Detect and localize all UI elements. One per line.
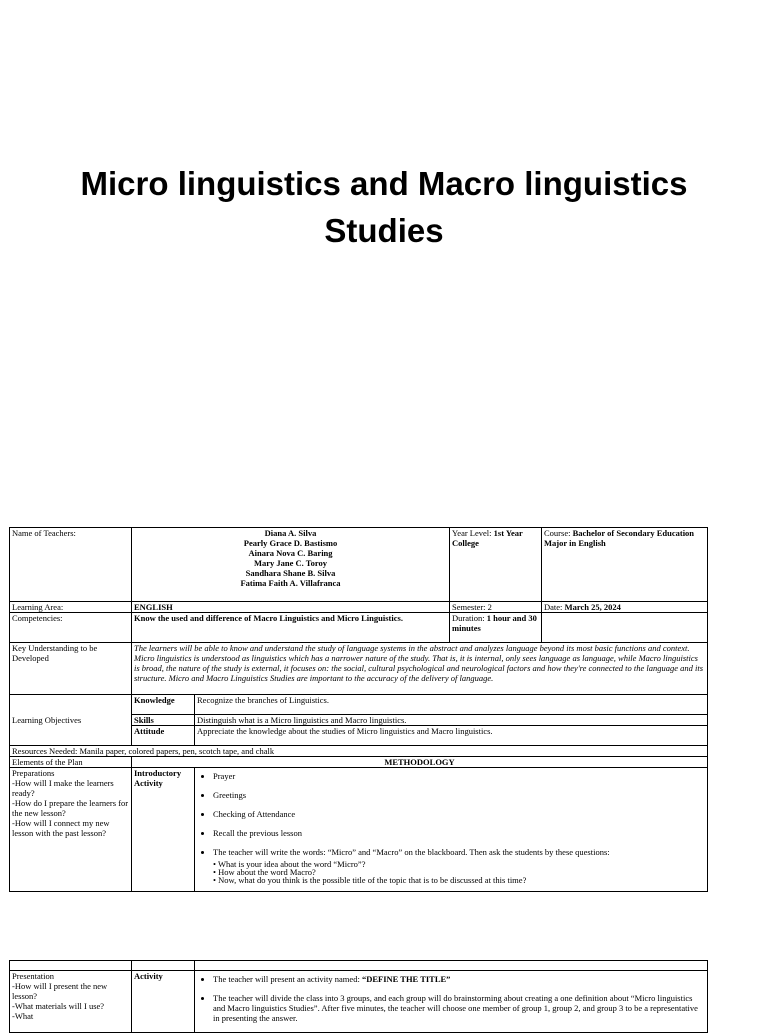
year-level-label: Year Level: <box>452 528 492 538</box>
methodology-header: METHODOLOGY <box>132 757 708 768</box>
introductory-activity-label: Introductory Activity <box>132 768 195 892</box>
activity-list <box>197 974 705 1023</box>
learning-area-value: ENGLISH <box>132 602 450 613</box>
teacher-name: Diana A. Silva <box>264 528 317 538</box>
attitude-label: Attitude <box>132 726 195 746</box>
intro-list <box>197 771 705 857</box>
lesson-plan-table-continued <box>9 960 708 1033</box>
resources-needed: Resources Needed: Manila paper, colored papers, pen, scotch tape, and chalk <box>10 746 708 757</box>
document-title <box>0 160 768 254</box>
blank-cell <box>132 961 195 971</box>
prep-line: -How will I make the learners ready? <box>12 778 114 798</box>
intro-questions <box>213 860 705 884</box>
duration-label: Duration: <box>452 613 485 623</box>
list-item: • Checking of Attendance <box>213 809 705 819</box>
duration-value: 1 hour and 30 minutes <box>452 613 537 633</box>
date-label: Date: <box>544 602 563 612</box>
activity-cell <box>195 971 708 1033</box>
teachers-label: Name of Teachers: <box>10 528 132 602</box>
teacher-name: Ainara Nova C. Baring <box>248 548 333 558</box>
activity-text: The teacher will present an activity named: <box>213 974 362 984</box>
course-cell <box>542 528 708 602</box>
teachers-list <box>132 528 450 602</box>
year-level-cell <box>450 528 542 602</box>
learning-objectives-label: Learning Objectives <box>10 695 132 746</box>
blank-cell <box>10 961 132 971</box>
prep-line: -How do I prepare the learners for the new lesson? <box>12 798 129 818</box>
course-label: Course: <box>544 528 571 538</box>
activity-label: Activity <box>132 971 195 1033</box>
teacher-name: Sandhara Shane B. Silva <box>245 568 336 578</box>
knowledge-label: Knowledge <box>132 695 195 715</box>
knowledge-value: Recognize the branches of Linguistics. <box>195 695 708 715</box>
introductory-activity-cell <box>195 768 708 892</box>
year-level-value: 1st Year College <box>452 528 523 548</box>
preparations-cell <box>10 768 132 892</box>
course-value: Bachelor of Secondary Education Major in English <box>544 528 695 548</box>
date-value: March 25, 2024 <box>564 602 621 612</box>
list-item <box>213 974 705 984</box>
competencies-label: Competencies: <box>10 613 132 643</box>
teacher-name: Mary Jane C. Toroy <box>253 558 328 568</box>
list-item: • The teacher will divide the class into 3 groups, and each group will do brainstorming about creating a one definition about “Micro linguistics and Macro linguistics Studies”. After five minutes, the teacher will choose one member of group 1, group 2, and group 3 to be a representative in presenting the answer. <box>213 993 705 1023</box>
question-item: • What is your idea about the word “Micro”? <box>213 859 366 869</box>
semester: Semester: 2 <box>450 602 542 613</box>
key-understanding-text: The learners will be able to know and understand the study of language systems in the abstract and analyzes language beyond its most basic functions and context. Micro linguistics is understood as linguistics which has a narrower nature of the study. That is, it is internal, only sees language as language, while Macro linguistics is broad, the nature of the study is external, it focuses on: the social, cultural psychological and neurological factors and how they're connected to the language and its structure. Micro and Macro Linguistics Studies are important to the accuracy of the delivery of language. <box>132 643 708 695</box>
list-item: • The teacher will write the words: “Micro” and “Macro” on the blackboard. Then ask the students by these questions: <box>213 847 705 857</box>
list-item: • Greetings <box>213 790 705 800</box>
key-understanding-label: Key Understanding to be Developed <box>10 643 132 695</box>
question-item: • How about the word Macro? <box>213 867 316 877</box>
skills-label: Skills <box>132 715 195 726</box>
title-line-1: Micro linguistics and Macro linguistics <box>80 165 688 202</box>
lesson-plan-table <box>9 527 708 892</box>
duration-cell <box>450 613 542 643</box>
activity-name: “DEFINE THE TITLE” <box>361 974 451 984</box>
pres-line: -What materials will I use? <box>12 1001 105 1011</box>
attitude-value: Appreciate the knowledge about the studies of Micro linguistics and Macro linguistics. <box>195 726 708 746</box>
presentation-cell <box>10 971 132 1033</box>
list-item: • Recall the previous lesson <box>213 828 705 838</box>
elements-label: Elements of the Plan <box>10 757 132 768</box>
learning-area-label: Learning Area: <box>10 602 132 613</box>
prep-line: -How will I connect my new lesson with the past lesson? <box>12 818 110 838</box>
pres-line: -How will I present the new lesson? <box>12 981 108 1001</box>
pres-line: -What <box>12 1011 34 1021</box>
title-line-2: Studies <box>324 212 444 249</box>
question-item: • Now, what do you think is the possible title of the topic that is to be discussed at this time? <box>213 875 527 885</box>
skills-value: Distinguish what is a Micro linguistics and Macro linguistics. <box>195 715 708 726</box>
date-cell <box>542 602 708 613</box>
competencies-value: Know the used and difference of Macro Linguistics and Micro Linguistics. <box>132 613 450 643</box>
teacher-name: Pearly Grace D. Bastismo <box>243 538 338 548</box>
teacher-name: Fatima Faith A. Villafranca <box>240 578 341 588</box>
list-item: • Prayer <box>213 771 705 781</box>
blank-cell <box>542 613 708 643</box>
pres-line: Presentation <box>12 971 55 981</box>
blank-cell <box>195 961 708 971</box>
prep-line: Preparations <box>12 768 55 778</box>
